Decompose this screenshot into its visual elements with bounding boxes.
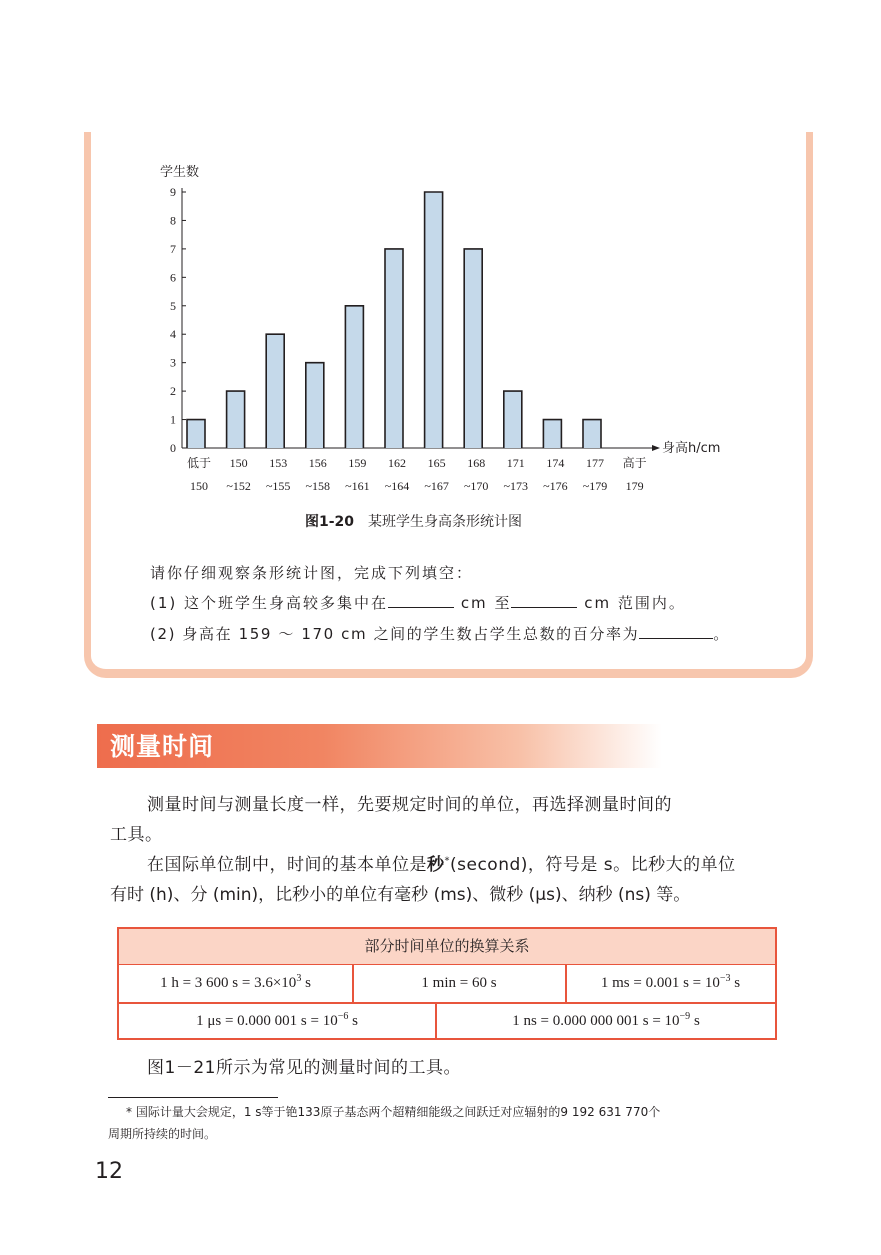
bar [464, 249, 482, 448]
y-tick-label: 5 [170, 298, 176, 313]
table-cell-hour: 1 h = 3 600 $s = 3.6\times 10^3$ s [160, 973, 311, 991]
page-number: 12 [95, 1159, 123, 1184]
x-tick-label: ~155 [265, 479, 291, 493]
y-tick-label: 0 [170, 441, 176, 455]
x-tick-label: 165 [427, 456, 446, 470]
table-cell-millisecond: 1 ms = 0.001 $s = 10^{-3}$ s [600, 973, 741, 991]
p2-text-b: (second)，符号是 s。比秒大的单位 [450, 855, 736, 875]
x-tick-label: ~170 [463, 479, 489, 493]
table-cell-minute: 1 min = 60 s [421, 975, 497, 991]
q1-text-a: (1) 这个班学生身高较多集中在 [150, 594, 389, 612]
table-cell-microsecond: 1 μs = 0.000 001 $s = 10^{-6}$ s [196, 1011, 358, 1029]
q2-text-b: 。 [713, 625, 730, 643]
bar [266, 334, 284, 448]
x-tick-label: 159 [348, 456, 367, 470]
section-title: 测量时间 [110, 732, 215, 761]
bar [425, 192, 443, 448]
x-tick-label: ~173 [503, 479, 529, 493]
bar [583, 420, 601, 448]
bar [504, 391, 522, 448]
bar [345, 306, 363, 448]
x-tick-label: 177 [586, 456, 604, 470]
footnote-divider [108, 1097, 278, 1098]
x-tick-label: ~176 [543, 479, 568, 493]
bar [187, 420, 205, 448]
x-tick-label: ~167 [424, 479, 449, 493]
x-tick-label: ~158 [305, 479, 331, 493]
bar [543, 420, 561, 448]
answer-blank-2[interactable] [511, 593, 577, 608]
x-tick-label: 高于 [622, 456, 647, 470]
p2-text-a: 在国际单位制中，时间的基本单位是 [147, 855, 427, 875]
keyword-second: 秒 [427, 855, 445, 875]
q1-text-c: cm 范围内。 [584, 594, 686, 612]
answer-blank-1[interactable] [388, 593, 454, 608]
y-tick-label: 2 [170, 384, 176, 399]
x-tick-label: 低于 [186, 456, 212, 470]
x-tick-label: 174 [546, 456, 565, 470]
bar-chart [0, 0, 881, 500]
y-axis-label: 学生数 [160, 165, 200, 180]
x-axis-arrow [652, 445, 660, 451]
paragraph-1-line-2: 工具。 [110, 825, 163, 845]
figure-number: 图1-20 [305, 514, 355, 530]
y-tick-label: 6 [170, 270, 176, 285]
table-cell-nanosecond: 1 ns = 0.000 000 001 $s = 10^{-9}$ s [512, 1011, 700, 1029]
x-tick-label: 179 [625, 479, 644, 493]
x-tick-label: ~161 [345, 479, 370, 493]
x-tick-label: ~152 [226, 479, 251, 493]
paragraph-1-line-1: 测量时间与测量长度一样，先要规定时间的单位，再选择测量时间的 [147, 795, 672, 815]
answer-blank-3[interactable] [639, 624, 713, 639]
question-2 [150, 623, 730, 644]
exercise-intro: 请你仔细观察条形统计图，完成下列填空： [150, 564, 474, 582]
x-tick-label: 153 [269, 456, 288, 470]
bar [306, 363, 324, 448]
paragraph-3: 图1－21所示为常见的测量时间的工具。 [147, 1058, 461, 1078]
footnote-line-1: * 国际计量大会规定，1 s等于铯133原子基态两个超精细能级之间跃迁对应辐射的9 192 631 770个 [126, 1105, 661, 1119]
x-tick-label: ~179 [582, 479, 608, 493]
footnote-line-2: 周期所持续的时间。 [108, 1127, 217, 1141]
q1-text-b: cm 至 [460, 594, 512, 612]
bar [227, 391, 245, 448]
x-tick-label: 150 [229, 456, 248, 470]
q2-text-a: (2) 身高在 159 ～ 170 cm 之间的学生数占学生总数的百分率为 [150, 625, 640, 643]
y-tick-label: 3 [170, 355, 176, 370]
figure-title: 某班学生身高条形统计图 [368, 514, 523, 530]
footnote-marker: * [444, 855, 450, 867]
x-tick-label: ~164 [384, 479, 410, 493]
y-tick-label: 1 [170, 412, 176, 427]
x-tick-label: 171 [506, 456, 525, 470]
y-tick-label: 8 [170, 213, 176, 228]
figure-caption [305, 511, 522, 531]
x-tick-label: 156 [308, 456, 327, 470]
x-tick-label: 168 [467, 456, 486, 470]
x-tick-label: 150 [190, 479, 208, 493]
paragraph-2-line-2: 有时 (h)、分 (min)，比秒小的单位有毫秒 (ms)、微秒 (μs)、纳秒 (ns) 等。 [110, 885, 691, 905]
x-axis-label: 身高h/cm [662, 441, 721, 456]
y-tick-label: 9 [170, 185, 176, 199]
question-1 [150, 592, 686, 613]
bar [385, 249, 403, 448]
table-header: 部分时间单位的换算关系 [119, 929, 775, 965]
y-tick-label: 4 [170, 327, 176, 342]
x-tick-label: 162 [388, 456, 406, 470]
y-tick-label: 7 [170, 241, 176, 256]
paragraph-2-line-1 [147, 850, 736, 880]
